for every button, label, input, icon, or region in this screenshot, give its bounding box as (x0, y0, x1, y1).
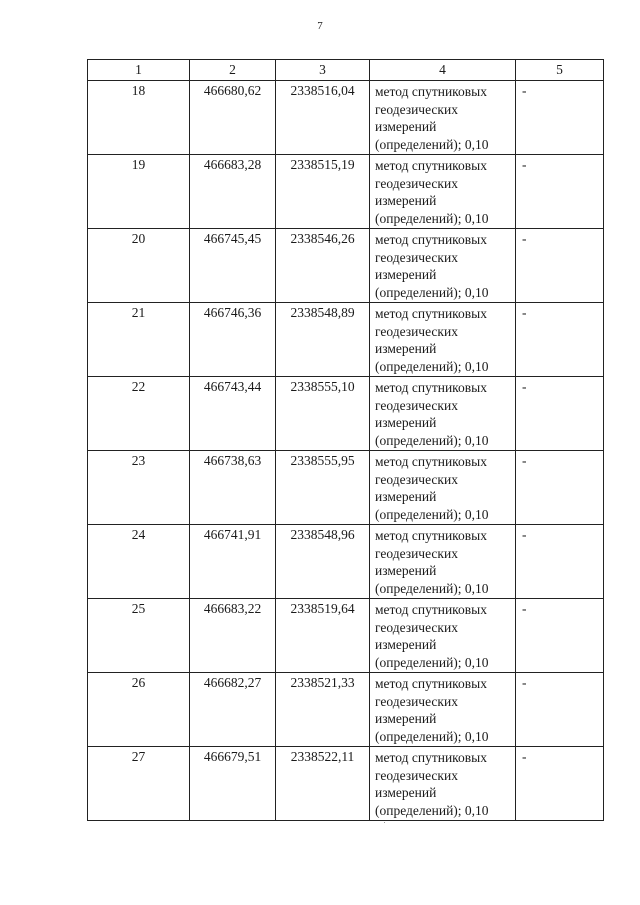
coord-y: 2338548,89 (276, 303, 370, 377)
point-number: 22 (88, 377, 190, 451)
table-row (88, 155, 604, 229)
point-number: 27 (88, 747, 190, 821)
coord-y: 2338516,04 (276, 81, 370, 155)
method-accuracy: метод спутниковых геодезических измерений (определений); 0,10 (370, 303, 516, 377)
table-row (88, 451, 604, 525)
coord-y: 2338548,96 (276, 525, 370, 599)
method-accuracy: метод спутниковых геодезических измерений (определений); 0,10 (370, 155, 516, 229)
method-accuracy: метод спутниковых геодезических измерений (определений); 0,10 (370, 747, 516, 821)
coord-y: 2338521,33 (276, 673, 370, 747)
coord-y: 2338515,19 (276, 155, 370, 229)
coord-x: 466683,22 (190, 599, 276, 673)
table-row (88, 377, 604, 451)
method-accuracy: метод спутниковых геодезических измерений (определений); 0,10 (370, 525, 516, 599)
note: - (516, 377, 604, 451)
table-row (88, 673, 604, 747)
table-row (88, 747, 604, 821)
method-accuracy: метод спутниковых геодезических измерений (определений); 0,10 (370, 81, 516, 155)
header-col-4: 4 (370, 60, 516, 81)
point-number: 20 (88, 229, 190, 303)
note: - (516, 303, 604, 377)
coord-x: 466746,36 (190, 303, 276, 377)
coord-x: 466743,44 (190, 377, 276, 451)
coord-y: 2338522,11 (276, 747, 370, 821)
coord-x: 466738,63 (190, 451, 276, 525)
table-header-row (88, 60, 604, 81)
method-accuracy: метод спутниковых геодезических измерений (определений); 0,10 (370, 599, 516, 673)
coord-y: 2338546,26 (276, 229, 370, 303)
note: - (516, 81, 604, 155)
coord-x: 466682,27 (190, 673, 276, 747)
note: - (516, 155, 604, 229)
note: - (516, 673, 604, 747)
point-number: 24 (88, 525, 190, 599)
method-accuracy: метод спутниковых геодезических измерений (определений); 0,10 (370, 451, 516, 525)
coord-x: 466679,51 (190, 747, 276, 821)
note: - (516, 599, 604, 673)
coord-x: 466680,62 (190, 81, 276, 155)
note: - (516, 229, 604, 303)
coord-x: 466745,45 (190, 229, 276, 303)
method-accuracy: метод спутниковых геодезических измерений (определений); 0,10 (370, 229, 516, 303)
point-number: 26 (88, 673, 190, 747)
header-col-3: 3 (276, 60, 370, 81)
coordinates-table (87, 59, 604, 821)
coord-y: 2338519,64 (276, 599, 370, 673)
coord-x: 466741,91 (190, 525, 276, 599)
coord-y: 2338555,95 (276, 451, 370, 525)
page-number: 7 (317, 20, 323, 32)
note: - (516, 451, 604, 525)
scan-speck (384, 822, 385, 823)
point-number: 21 (88, 303, 190, 377)
point-number: 23 (88, 451, 190, 525)
point-number: 18 (88, 81, 190, 155)
note: - (516, 747, 604, 821)
coord-x: 466683,28 (190, 155, 276, 229)
table-row (88, 599, 604, 673)
table-row (88, 81, 604, 155)
table-row (88, 303, 604, 377)
note: - (516, 525, 604, 599)
header-col-1: 1 (88, 60, 190, 81)
table-row (88, 229, 604, 303)
point-number: 19 (88, 155, 190, 229)
header-col-5: 5 (516, 60, 604, 81)
method-accuracy: метод спутниковых геодезических измерений (определений); 0,10 (370, 673, 516, 747)
table-row (88, 525, 604, 599)
header-col-2: 2 (190, 60, 276, 81)
coord-y: 2338555,10 (276, 377, 370, 451)
point-number: 25 (88, 599, 190, 673)
method-accuracy: метод спутниковых геодезических измерений (определений); 0,10 (370, 377, 516, 451)
